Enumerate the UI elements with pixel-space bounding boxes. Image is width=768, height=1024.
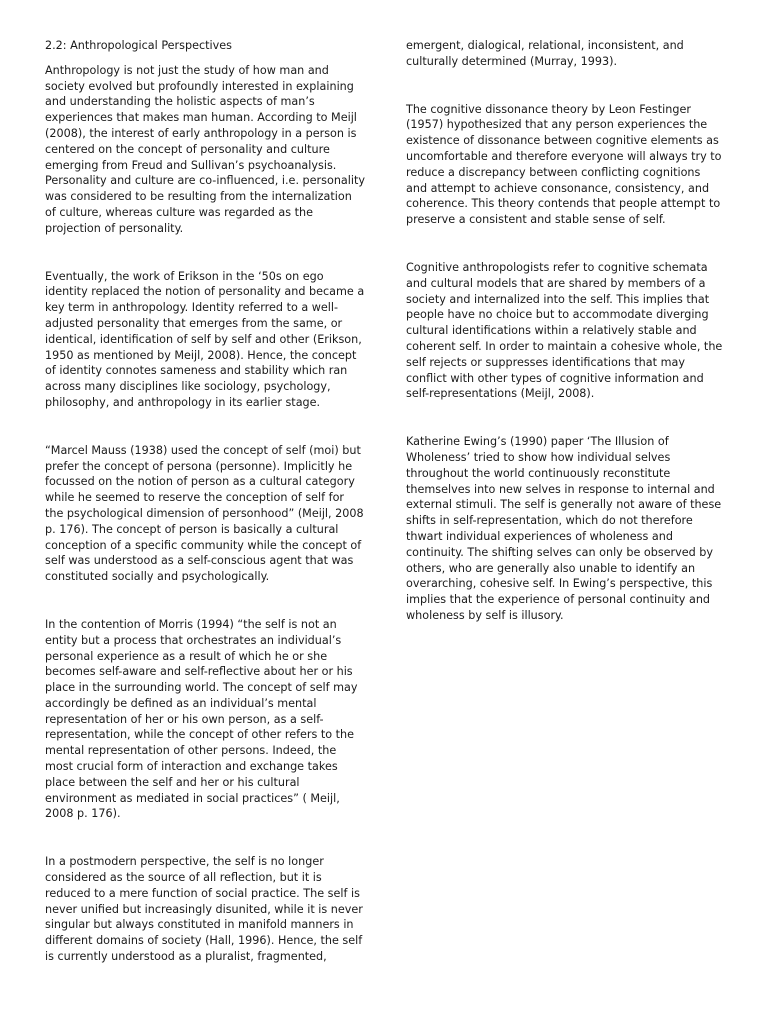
section-heading: 2.2: Anthropological Perspectives	[45, 39, 232, 52]
paragraph-postmodern: In a postmodern perspective, the self is no longer considered as the source of all reflection, but it is reduced to a mere function of social practice. The self is never unified but increasingly disunited, while it is never singular but always constituted in manifold manners in different domains of society (Hall, 1996). Hence, the self is currently understood as a pluralist, fragmented,	[45, 855, 363, 964]
right-column	[406, 38, 724, 624]
paragraph-morris: In the contention of Morris (1994) “the self is not an entity but a process that orchestrates an individual’s personal experience as a result of which he or she becomes self-aware and self-reflective about her or his place in the surrounding world. The concept of self may accordingly be defined as an individual’s mental representation of her or his own person, as a self-representation, while the concept of other refers to the mental representation of other persons. Indeed, the most crucial form of interaction and exchange takes place between the self and her or his cultural environment as mediated in social practices” ( Meijl, 2008 p. 176).	[45, 617, 358, 821]
left-column	[45, 38, 365, 965]
paragraph-cognitive-dissonance: The cognitive dissonance theory by Leon Festinger (1957) hypothesized that any person experiences the existence of dissonance between cognitive elements as uncomfortable and therefore everyone will always try to reduce a discrepancy between conflicting cognitions and attempt to achieve consonance, consistency, and coherence. This theory contends that people attempt to preserve a consistent and stable sense of self.	[406, 102, 722, 227]
paragraph-mauss: “Marcel Mauss (1938) used the concept of self (moi) but prefer the concept of persona (personne). Implicitly he focussed on the notion of person as a cultural category while he seemed to reserve the conception of self for the psychological dimension of personhood” (Meijl, 2008 p. 176). The concept of person is basically a cultural conception of a specific community while the concept of self was understood as a self-conscious agent that was constituted socially and psychologically.	[45, 443, 364, 584]
paragraph-erikson: Eventually, the work of Erikson in the ‘50s on ego identity replaced the notion of personality and became a key term in anthropology. Identity referred to a well-adjusted personality that emerges from the same, or identical, identification of self by self and other (Erikson, 1950 as mentioned by Meijl, 2008). Hence, the concept of identity connotes sameness and stability which ran across many disciplines like sociology, psychology, philosophy, and anthropology in its earlier stage.	[45, 269, 365, 409]
paragraph-ewing: Katherine Ewing’s (1990) paper ‘The Illusion of Wholeness’ tried to show how individual selves throughout the world continuously reconstitute themselves into new selves in response to internal and external stimuli. The self is generally not aware of these shifts in self-representation, which do not therefore thwart individual experiences of wholeness and continuity. The shifting selves can only be observed by others, who are generally also unable to identify an overarching, cohesive self. In Ewing’s perspective, this implies that the experience of personal continuity and wholeness by self is illusory.	[406, 435, 722, 622]
paragraph-cognitive-anthropologists: Cognitive anthropologists refer to cognitive schemata and cultural models that are shared by members of a society and internalized into the self. This implies that people have no choice but to accommodate diverging cultural identifications within a relatively stable and coherent self. In order to maintain a cohesive whole, the self rejects or suppresses identifications that may conflict with other types of cognitive information and self-representations (Meijl, 2008).	[406, 260, 723, 401]
paragraph-continuation: emergent, dialogical, relational, inconsistent, and culturally determined (Murray, 1993).	[406, 39, 684, 68]
paragraph-anthropology-intro: Anthropology is not just the study of how man and society evolved but profoundly interested in explaining and understanding the holistic aspects of man’s experiences that makes man human. According to Meijl (2008), the interest of early anthropology in a person is centered on the concept of personality and culture emerging from Freud and Sullivan’s psychoanalysis. Personality and culture are co-influenced, i.e. personality was considered to be resulting from the internalization of culture, whereas culture was regarded as the projection of personality.	[45, 63, 365, 235]
